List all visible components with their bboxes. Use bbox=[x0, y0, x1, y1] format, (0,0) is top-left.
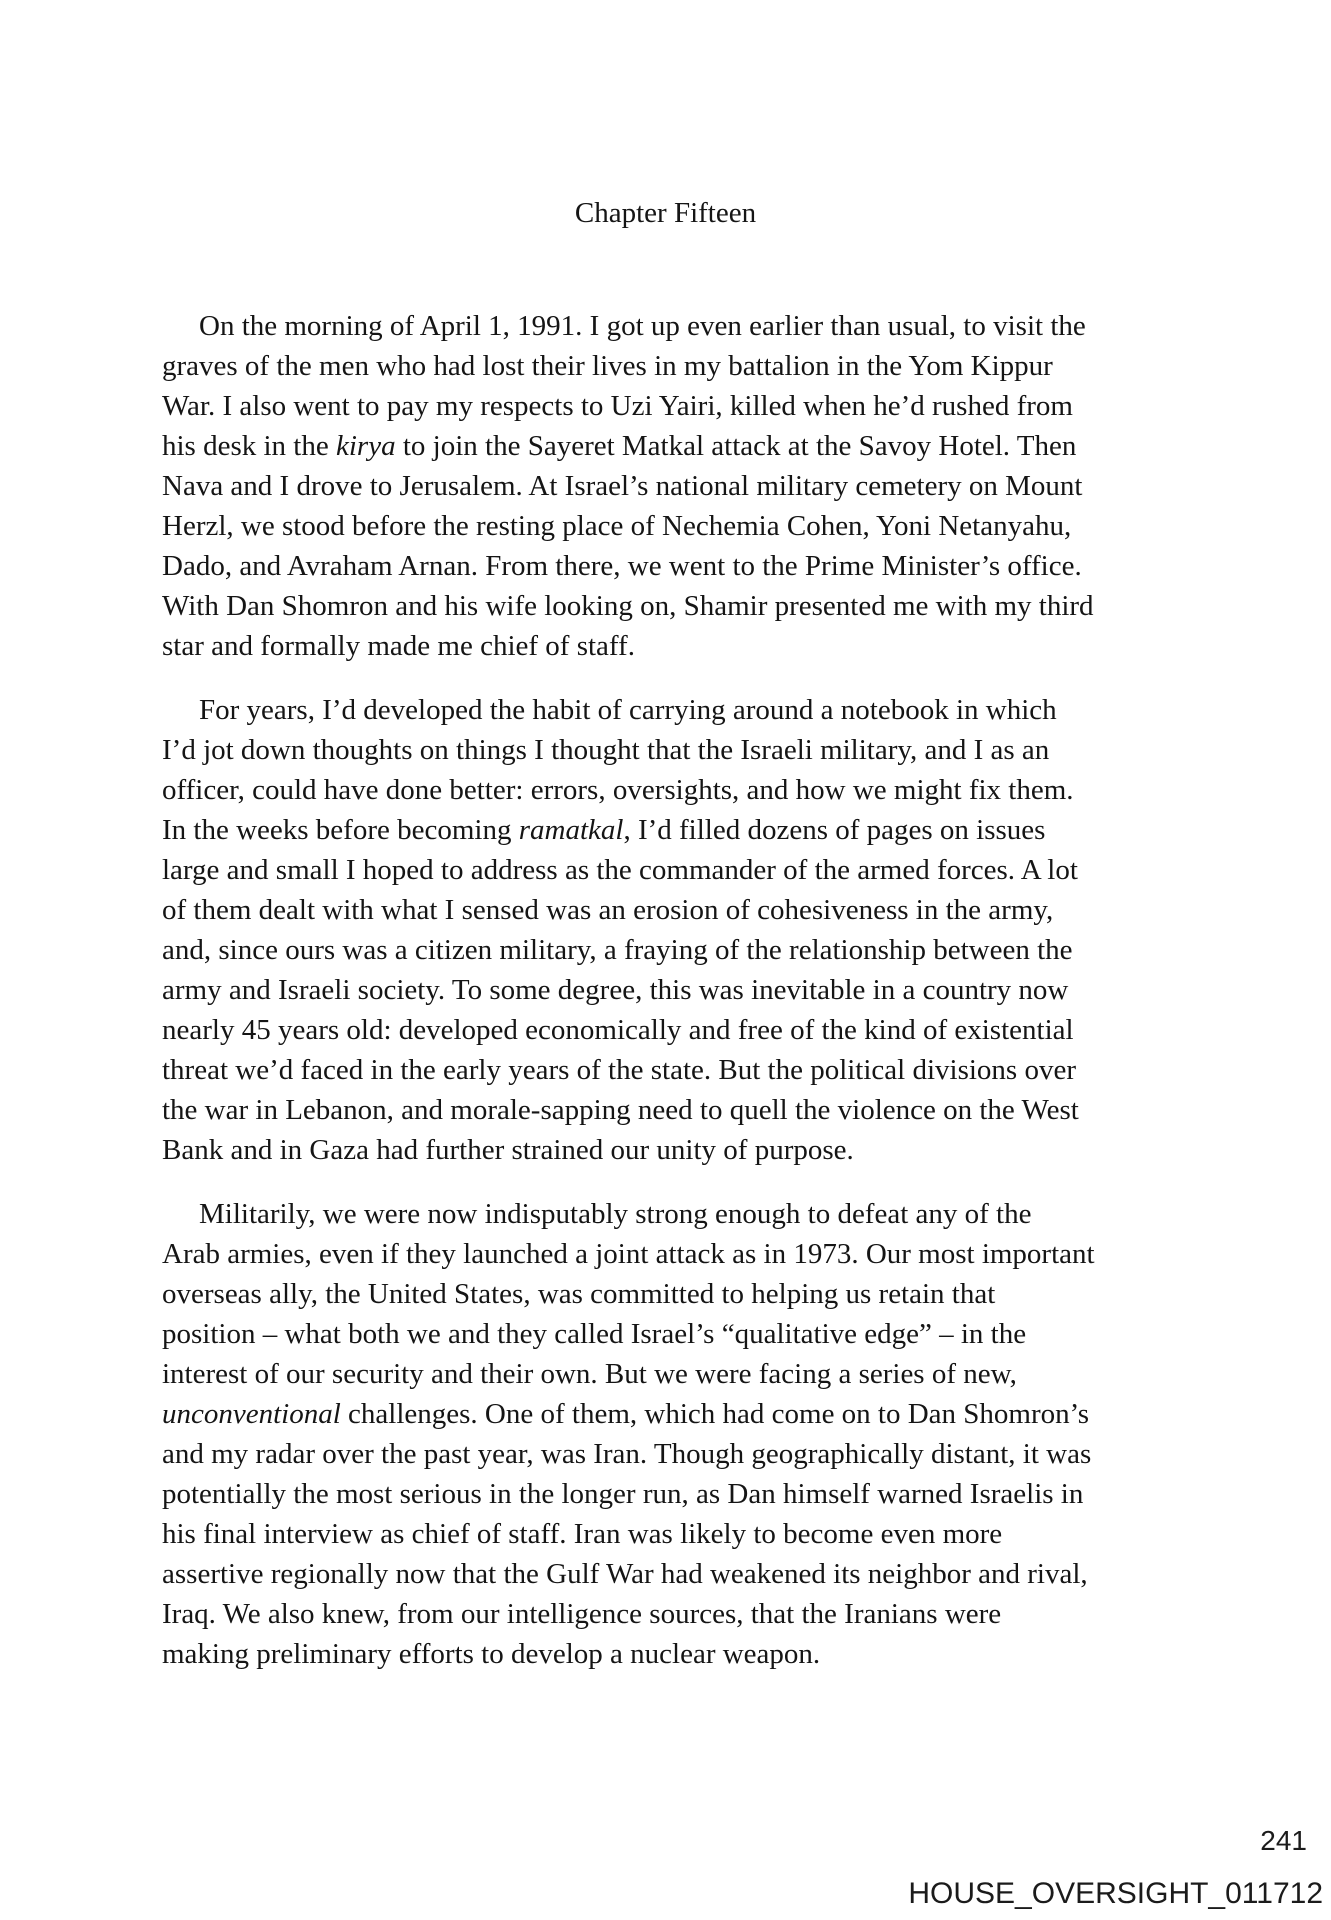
chapter-title: Chapter Fifteen bbox=[574, 197, 757, 229]
text-line: and, since ours was a citizen military, a fraying of the relationship between the bbox=[162, 934, 1073, 966]
text-line: large and small I hoped to address as the commander of the armed forces. A lot bbox=[162, 854, 1078, 886]
text-line: of them dealt with what I sensed was an erosion of cohesiveness in the army, bbox=[162, 894, 1054, 926]
text-line: In the weeks before becoming ramatkal, I’d filled dozens of pages on issues bbox=[162, 814, 1046, 846]
text-line: With Dan Shomron and his wife looking on, Shamir presented me with my third bbox=[162, 590, 1094, 622]
text-line: unconventional challenges. One of them, which had come on to Dan Shomron’s bbox=[162, 1398, 1089, 1430]
text-line: graves of the men who had lost their lives in my battalion in the Yom Kippur bbox=[162, 350, 1053, 382]
text-line: overseas ally, the United States, was committed to helping us retain that bbox=[162, 1278, 996, 1310]
text-line: nearly 45 years old: developed economically and free of the kind of existential bbox=[162, 1014, 1074, 1046]
text-line: For years, I’d developed the habit of carrying around a notebook in which bbox=[199, 694, 1057, 726]
text-line: Dado, and Avraham Arnan. From there, we went to the Prime Minister’s office. bbox=[162, 550, 1082, 582]
text-line: Iraq. We also knew, from our intelligence sources, that the Iranians were bbox=[162, 1598, 1002, 1630]
text-line: his final interview as chief of staff. Iran was likely to become even more bbox=[162, 1518, 1003, 1550]
text-line: the war in Lebanon, and morale-sapping need to quell the violence on the West bbox=[162, 1094, 1079, 1126]
bates-stamp: HOUSE_OVERSIGHT_011712 bbox=[908, 1877, 1323, 1910]
paragraph bbox=[162, 1194, 1242, 1674]
text-line: War. I also went to pay my respects to Uzi Yairi, killed when he’d rushed from bbox=[162, 390, 1073, 422]
text-line: making preliminary efforts to develop a nuclear weapon. bbox=[162, 1638, 821, 1670]
text-line: his desk in the kirya to join the Sayeret Matkal attack at the Savoy Hotel. Then bbox=[162, 430, 1077, 462]
text-line: threat we’d faced in the early years of the state. But the political divisions over bbox=[162, 1054, 1076, 1086]
text-line: potentially the most serious in the longer run, as Dan himself warned Israelis in bbox=[162, 1478, 1084, 1510]
text-line: On the morning of April 1, 1991. I got up even earlier than usual, to visit the bbox=[199, 310, 1086, 342]
text-line: Arab armies, even if they launched a joint attack as in 1973. Our most important bbox=[162, 1238, 1095, 1270]
page-number: 241 bbox=[1260, 1825, 1307, 1856]
text-line: interest of our security and their own. But we were facing a series of new, bbox=[162, 1358, 1017, 1390]
text-line: and my radar over the past year, was Iran. Though geographically distant, it was bbox=[162, 1438, 1092, 1470]
text-line: Bank and in Gaza had further strained our unity of purpose. bbox=[162, 1134, 854, 1166]
text-line: army and Israeli society. To some degree, this was inevitable in a country now bbox=[162, 974, 1069, 1006]
text-line: Nava and I drove to Jerusalem. At Israel’s national military cemetery on Mount bbox=[162, 470, 1083, 502]
text-line: Herzl, we stood before the resting place of Nechemia Cohen, Yoni Netanyahu, bbox=[162, 510, 1072, 542]
text-line: position – what both we and they called Israel’s “qualitative edge” – in the bbox=[162, 1318, 1027, 1350]
text-line: Militarily, we were now indisputably strong enough to defeat any of the bbox=[199, 1198, 1032, 1230]
text-line: star and formally made me chief of staff. bbox=[162, 630, 635, 662]
text-line: officer, could have done better: errors, oversights, and how we might fix them. bbox=[162, 774, 1074, 806]
paragraph bbox=[162, 306, 1242, 666]
paragraph bbox=[162, 690, 1242, 1170]
body-text bbox=[162, 306, 1242, 1698]
text-line: I’d jot down thoughts on things I thought that the Israeli military, and I as an bbox=[162, 734, 1050, 766]
text-line: assertive regionally now that the Gulf War had weakened its neighbor and rival, bbox=[162, 1558, 1088, 1590]
